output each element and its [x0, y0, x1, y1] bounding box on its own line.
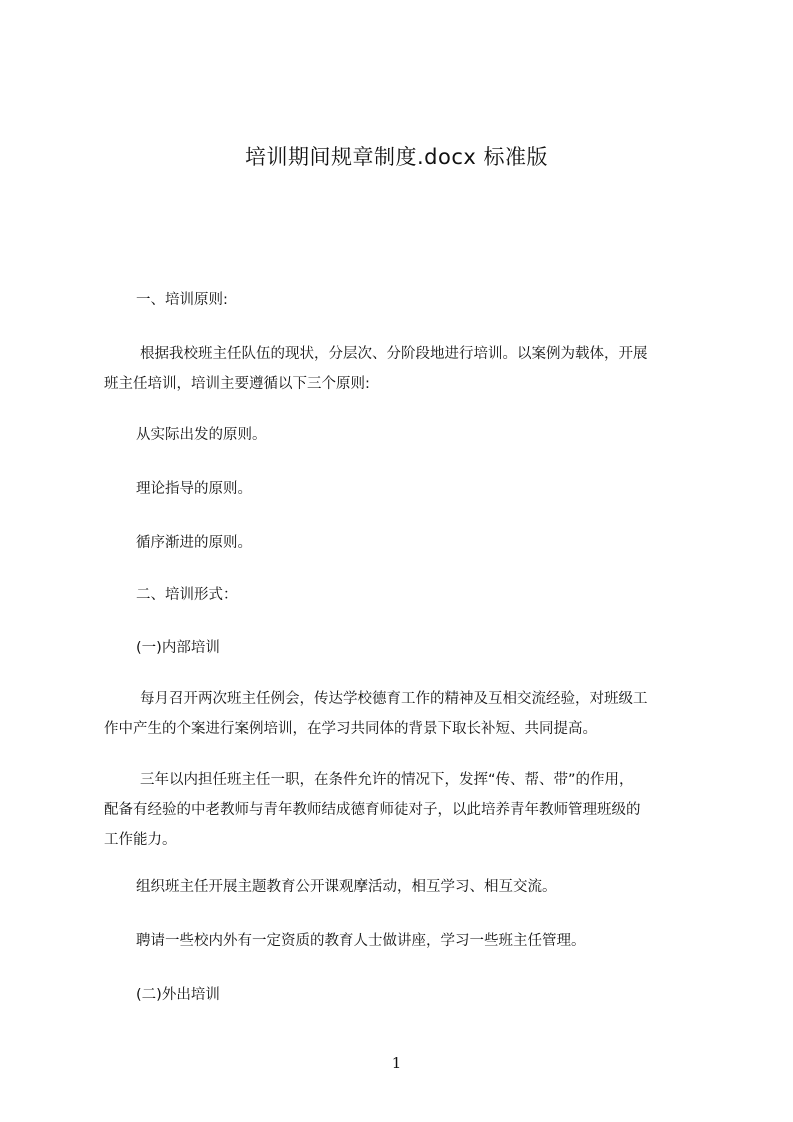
- section-heading-forms: [136, 583, 736, 607]
- paragraph-line: (二)外出培训: [136, 987, 220, 1003]
- paragraph-open-class: [136, 875, 736, 899]
- principle-item-2: [136, 477, 736, 501]
- paragraph-line: 从实际出发的原则。: [136, 427, 267, 443]
- paragraph-line: 组织班主任开展主题教育公开课观摩活动，相互学习、相互交流。: [136, 879, 557, 895]
- paragraph-line: 聘请一些校内外有一定资质的教育人士做讲座，学习一些班主任管理。: [136, 933, 586, 949]
- principle-item-3: [136, 531, 736, 555]
- paragraph-line: 每月召开两次班主任例会，传达学校德育工作的精神及互相交流经验，对班级工: [140, 691, 648, 707]
- paragraph-line: 一、培训原则:: [136, 292, 228, 308]
- paragraph-line: 根据我校班主任队伍的现状，分层次、分阶段地进行培训。以案例为载体，开展: [140, 346, 648, 362]
- paragraph-intro: [104, 342, 704, 396]
- paragraph-line: 配备有经验的中老教师与青年教师结成德育师徒对子，以此培养青年教师管理班级的: [104, 802, 641, 818]
- paragraph-line: 理论指导的原则。: [136, 481, 252, 497]
- document-title: 培训期间规章制度.docx 标准版: [244, 145, 548, 169]
- page-number: 1: [391, 1054, 402, 1072]
- paragraph-line: 循序渐进的原则。: [136, 535, 252, 551]
- paragraph-lectures: [136, 929, 736, 953]
- paragraph-line: 二、培训形式：: [136, 587, 238, 603]
- section-heading-principles: [136, 288, 736, 312]
- paragraph-line: (一)内部培训: [136, 640, 220, 656]
- paragraph-line: 班主任培训，培训主要遵循以下三个原则:: [104, 376, 370, 392]
- paragraph-line: 作中产生的个案进行案例培训，在学习共同体的背景下取长补短、共同提高。: [104, 721, 597, 737]
- paragraph-mentorship: [104, 768, 704, 852]
- paragraph-line: 工作能力。: [104, 832, 177, 848]
- subsection-external-training: [136, 983, 736, 1007]
- subsection-internal-training: [136, 636, 736, 660]
- paragraph-line: 三年以内担任班主任一职，在条件允许的情况下，发挥“传、帮、带”的作用，: [140, 772, 634, 788]
- paragraph-monthly-meetings: [104, 687, 704, 741]
- principle-item-1: [136, 423, 736, 447]
